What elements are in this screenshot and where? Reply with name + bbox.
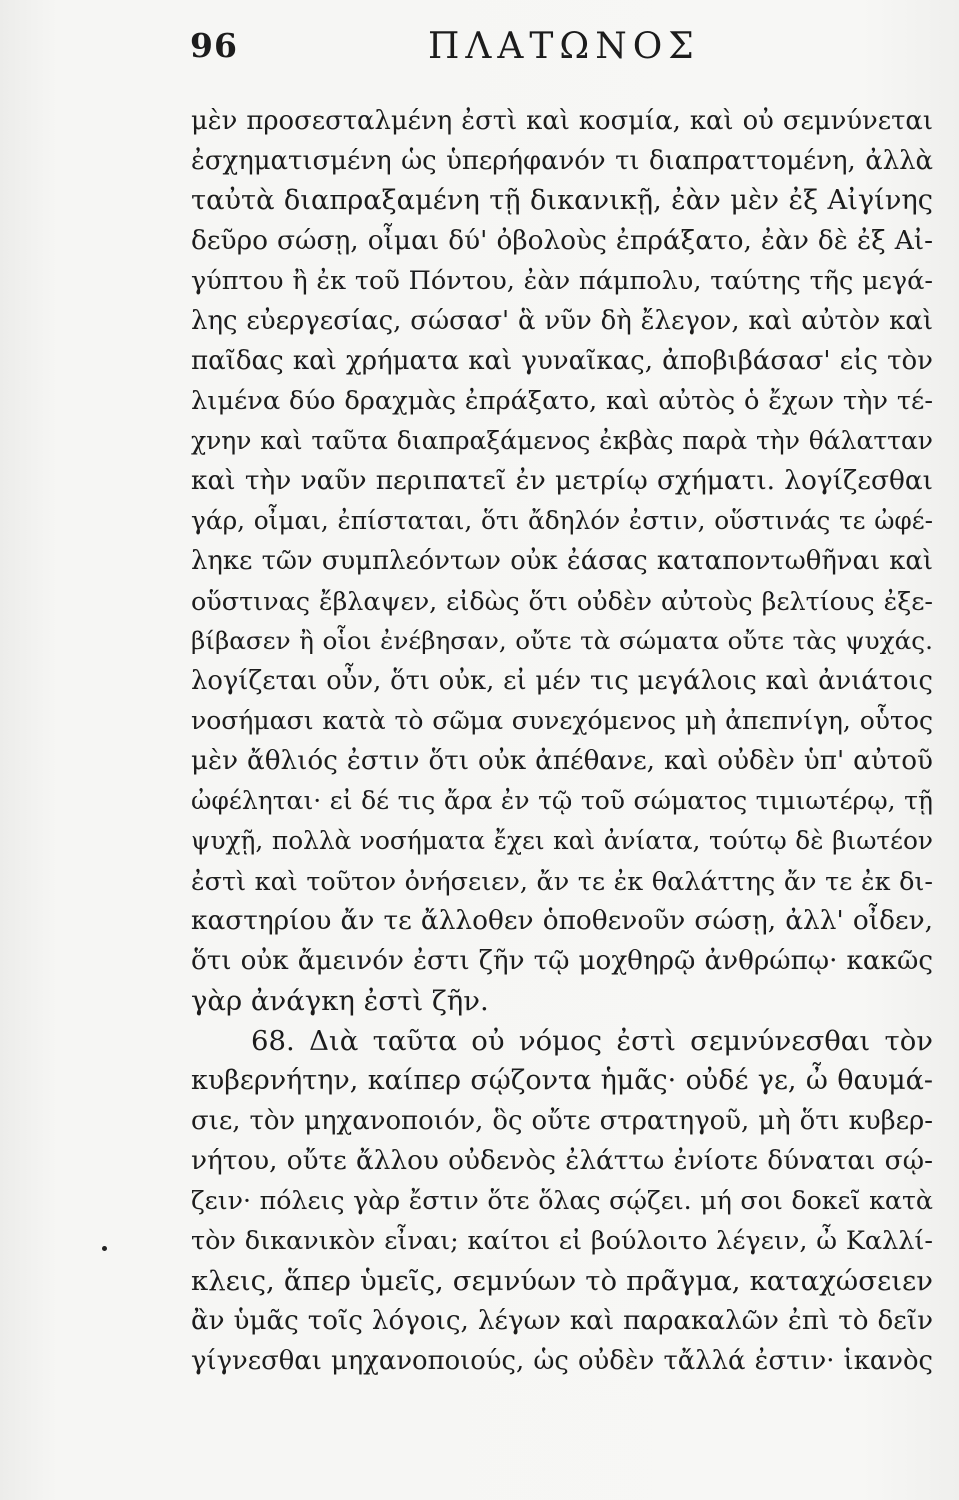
text-line: γάρ, οἶμαι, ἐπίσταται, ὅτι ἄδηλόν ἐστιν, οὕστινάς τε ὠφέ- [191, 506, 933, 535]
text-line: δεῦρο σώσῃ, οἶμαι δύ' ὀβολοὺς ἐπράξατο, ἐὰν δὲ ἐξ Αἰ- [191, 226, 933, 256]
text-line: νοσήμασι κατὰ τὸ σῶμα συνεχόμενος μὴ ἀπεπνίγη, οὗτος [191, 706, 933, 735]
text-line: βίβασεν ἢ οἷοι ἐνέβησαν, οὔτε τὰ σώματα οὔτε τὰς ψυχάς. [191, 626, 933, 655]
text-line: λιμένα δύο δραχμὰς ἐπράξατο, καὶ αὐτὸς ὁ ἔχων τὴν τέ- [191, 386, 933, 416]
text-line: ἂν ὑμᾶς τοῖς λόγοις, λέγων καὶ παρακαλῶν ἐπὶ τὸ δεῖν [191, 1306, 933, 1336]
text-line: ἐσχηματισμένη ὡς ὑπερήφανόν τι διαπραττομένη, ἀλλὰ [191, 146, 933, 176]
text-line: ὅτι οὐκ ἄμεινόν ἐστι ζῆν τῷ μοχθηρῷ ἀνθρώπῳ· κακῶς [191, 946, 933, 976]
text-line: ζειν· πόλεις γὰρ ἔστιν ὅτε ὅλας σῴζει. μή σοι δοκεῖ κατὰ [191, 1186, 933, 1215]
running-head: ΠΛΑΤΩΝΟΣ [428, 26, 700, 67]
text-line: τὸν δικανικὸν εἶναι; καίτοι εἰ βούλοιτο λέγειν, ὦ Καλλί- [191, 1226, 933, 1256]
text-line: λογίζεται οὖν, ὅτι οὐκ, εἰ μέν τις μεγάλοις καὶ ἀνιάτοις [191, 666, 933, 696]
text-line: ψυχῇ, πολλὰ νοσήματα ἔχει καὶ ἀνίατα, τούτῳ δὲ βιωτέον [191, 826, 933, 855]
text-line: νήτου, οὔτε ἄλλου οὐδενὸς ἐλάττω ἐνίοτε δύναται σῴ- [191, 1146, 933, 1176]
margin-speck [102, 1246, 107, 1251]
text-line: γίγνεσθαι μηχανοποιούς, ὡς οὐδὲν τἄλλά ἐστιν· ἱκανὸς [191, 1346, 933, 1376]
text-line: ὠφέληται· εἰ δέ τις ἄρα ἐν τῷ τοῦ σώματος τιμιωτέρῳ, τῇ [191, 786, 933, 815]
page-number: 96 [190, 26, 238, 65]
text-line: 68. Διὰ ταῦτα οὐ νόμος ἐστὶ σεμνύνεσθαι τὸν [251, 1025, 933, 1057]
text-line: ἐστὶ καὶ τοῦτον ὀνήσειεν, ἄν τε ἐκ θαλάττης ἄν τε ἐκ δι- [191, 866, 933, 896]
text-line: γύπτου ἢ ἐκ τοῦ Πόντου, ἐὰν πάμπολυ, ταύτης τῆς μεγά- [191, 266, 933, 296]
text-line: χνην καὶ ταῦτα διαπραξάμενος ἐκβὰς παρὰ τὴν θάλατταν [191, 426, 933, 455]
text-line: κυβερνήτην, καίπερ σῴζοντα ἡμᾶς· οὐδέ γε, ὦ θαυμά- [191, 1065, 933, 1096]
text-line: ταὐτὰ διαπραξαμένη τῇ δικανικῇ, ἐὰν μὲν ἐξ Αἰγίνης [191, 185, 933, 216]
text-line: παῖδας καὶ χρήματα καὶ γυναῖκας, ἀποβιβάσασ' εἰς τὸν [191, 346, 933, 376]
text-line: γὰρ ἀνάγκη ἐστὶ ζῆν. [191, 985, 489, 1017]
text-line: ληκε τῶν συμπλεόντων οὐκ ἐάσας καταποντωθῆναι καὶ [191, 546, 933, 576]
text-line: μὲν προσεσταλμένη ἐστὶ καὶ κοσμία, καὶ οὐ σεμνύνεται [191, 106, 933, 136]
text-line: οὕστινας ἔβλαψεν, εἰδὼς ὅτι οὐδὲν αὐτοὺς βελτίους ἐξε- [191, 586, 933, 616]
text-line: σιε, τὸν μηχανοποιόν, ὃς οὔτε στρατηγοῦ, μὴ ὅτι κυβερ- [191, 1106, 933, 1136]
text-line: λης εὐεργεσίας, σώσασ' ἃ νῦν δὴ ἔλεγον, καὶ αὐτὸν καὶ [191, 306, 933, 336]
body-text [191, 101, 933, 1381]
text-line: κλεις, ἅπερ ὑμεῖς, σεμνύων τὸ πρᾶγμα, καταχώσειεν [191, 1265, 933, 1297]
page-header [190, 18, 950, 78]
text-line: καστηρίου ἄν τε ἄλλοθεν ὁποθενοῦν σώσῃ, ἀλλ' οἶδεν, [191, 906, 933, 936]
text-line: καὶ τὴν ναῦν περιπατεῖ ἐν μετρίῳ σχήματι. λογίζεσθαι [191, 466, 933, 496]
text-line: μὲν ἄθλιός ἐστιν ὅτι οὐκ ἀπέθανε, καὶ οὐδὲν ὑπ' αὐτοῦ [191, 746, 933, 776]
